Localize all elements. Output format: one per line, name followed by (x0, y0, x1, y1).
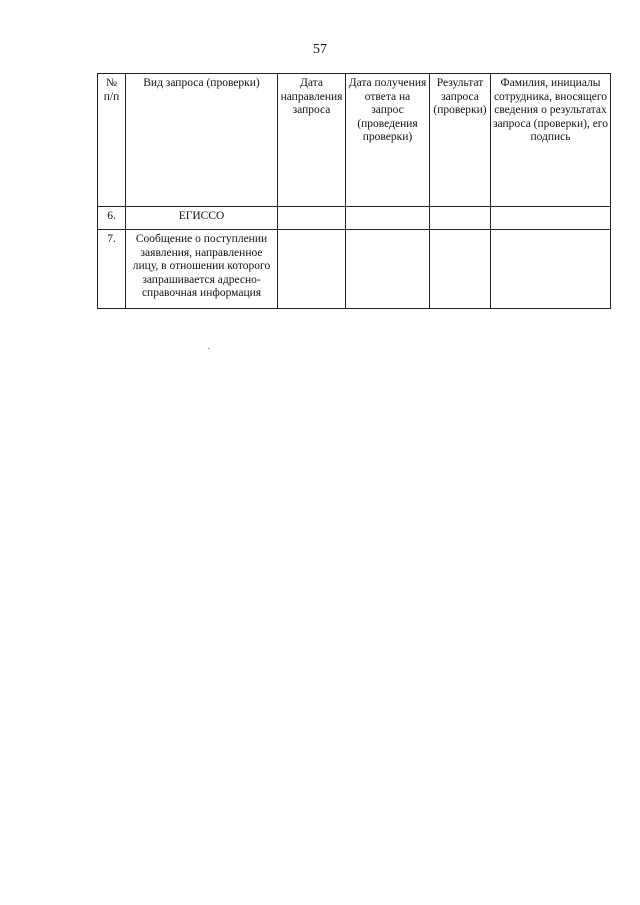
table-header-row (98, 74, 611, 207)
cell-employee-signature (491, 207, 611, 230)
cell-received-date (346, 230, 430, 309)
cell-number: 6. (98, 207, 126, 230)
cell-received-date (346, 207, 430, 230)
cell-result (430, 230, 491, 309)
header-employee-signature: Фамилия, инициалы сотрудника, вносящего сведения о результатах запроса (проверки), его подпись (491, 74, 611, 207)
cell-number: 7. (98, 230, 126, 309)
header-request-type: Вид запроса (проверки) (126, 74, 278, 207)
header-sent-date: Дата направления запроса (278, 74, 346, 207)
table-row (98, 230, 611, 309)
cell-request-type: Сообщение о поступлении заявления, направленное лицу, в отношении которого запрашивается адресно-справочная информация (126, 230, 278, 309)
cell-employee-signature (491, 230, 611, 309)
table-row (98, 207, 611, 230)
header-received-date: Дата получения ответа на запрос (проведения проверки) (346, 74, 430, 207)
header-result: Результат запроса (проверки) (430, 74, 491, 207)
cell-sent-date (278, 230, 346, 309)
scan-speck (208, 348, 210, 349)
cell-sent-date (278, 207, 346, 230)
cell-result (430, 207, 491, 230)
request-log-table (97, 73, 611, 309)
header-number: № п/п (98, 74, 126, 207)
cell-request-type: ЕГИССО (126, 207, 278, 230)
page-number: 57 (313, 42, 327, 57)
